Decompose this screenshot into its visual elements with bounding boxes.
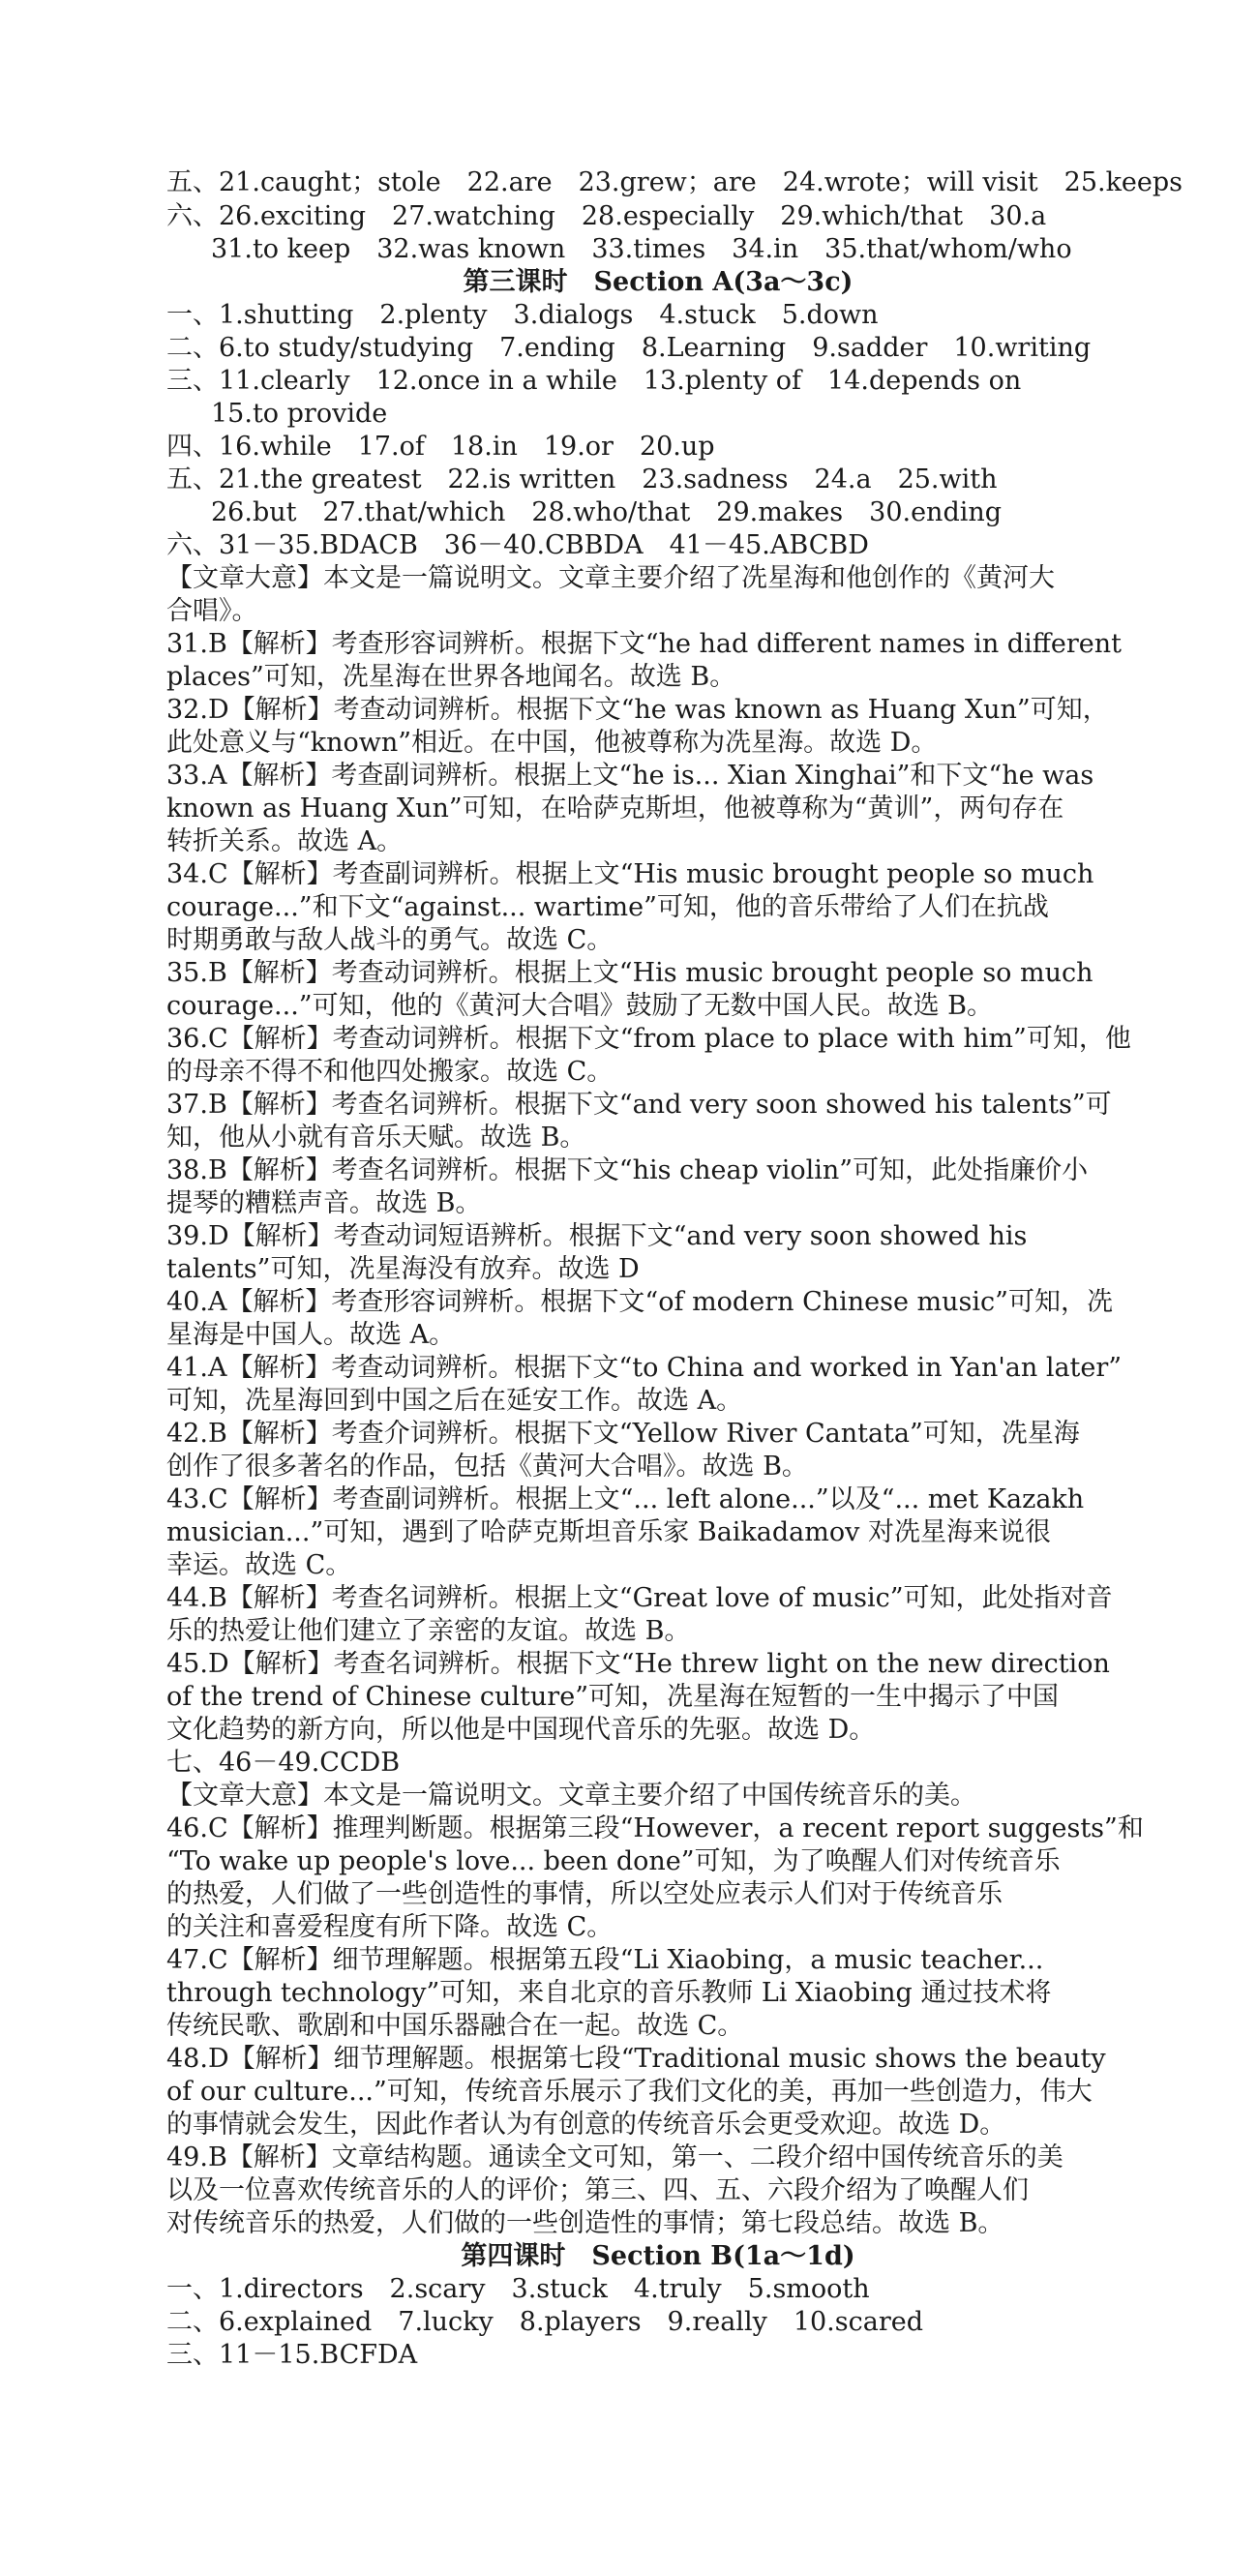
explanation-line: 的母亲不得不和他四处搬家。故选 C。 — [166, 1057, 614, 1087]
summary-line: 合唱》。 — [166, 596, 258, 626]
explanation-line: 47.C【解析】细节理解题。根据第五段“Li Xiaobing，a music teacher... — [166, 1945, 1044, 1975]
answer-line: 六、26.exciting 27.watching 28.especially 29.which/that 30.a — [166, 201, 1047, 231]
explanation-line: 48.D【解析】细节理解题。根据第七段“Traditional music shows the beauty — [166, 2044, 1106, 2074]
answer-line: 三、11.clearly 12.once in a while 13.plenty of 14.depends on — [166, 366, 1022, 396]
section-heading: 第四课时 Section B(1a～1d) — [461, 2241, 855, 2271]
explanation-line: 知，他从小就有音乐天赋。故选 B。 — [166, 1123, 586, 1153]
answer-line: 五、21.caught；stole 22.are 23.grew；are 24.wrote；will visit 25.keeps — [166, 167, 1183, 197]
explanation-line: 42.B【解析】考查介词辨析。根据下文“Yellow River Cantata”可知，冼星海 — [166, 1419, 1080, 1449]
explanation-line: 44.B【解析】考查名词辨析。根据上文“Great love of music”可知，此处指对音 — [166, 1583, 1113, 1613]
answer-line: 一、1.directors 2.scary 3.stuck 4.truly 5.smooth — [166, 2274, 870, 2304]
explanation-line: through technology”可知，来自北京的音乐教师 Li Xiaobing 通过技术将 — [166, 1978, 1052, 2008]
explanation-line: 34.C【解析】考查副词辨析。根据上文“His music brought people so much — [166, 859, 1094, 889]
answer-line: 七、46－49.CCDB — [166, 1748, 401, 1778]
answer-line: 一、1.shutting 2.plenty 3.dialogs 4.stuck 5.down — [166, 300, 879, 330]
explanation-line: 乐的热爱让他们建立了亲密的友谊。故选 B。 — [166, 1616, 691, 1646]
explanation-line: courage...”和下文“against... wartime”可知，他的音乐带给了人们在抗战 — [166, 892, 1049, 922]
explanation-line: talents”可知，冼星海没有放弃。故选 D — [166, 1254, 640, 1284]
explanation-line: 45.D【解析】考查名词辨析。根据下文“He threw light on the new direction — [166, 1649, 1110, 1679]
explanation-line: 时期勇敢与敌人战斗的勇气。故选 C。 — [166, 925, 614, 955]
explanation-line: 46.C【解析】推理判断题。根据第三段“However，a recent report suggests”和 — [166, 1813, 1144, 1843]
summary-line: 【文章大意】本文是一篇说明文。文章主要介绍了冼星海和他创作的《黄河大 — [166, 563, 1055, 593]
explanation-line: 37.B【解析】考查名词辨析。根据下文“and very soon showed his talents”可 — [166, 1090, 1112, 1120]
explanation-line: 32.D【解析】考查动词辨析。根据下文“he was known as Huang Xun”可知， — [166, 695, 1109, 725]
explanation-line: 38.B【解析】考查名词辨析。根据下文“his cheap violin”可知，此处指廉价小 — [166, 1155, 1089, 1185]
explanation-line: 提琴的糟糕声音。故选 B。 — [166, 1188, 482, 1218]
explanation-line: 的热爱，人们做了一些创造性的事情，所以空处应表示人们对于传统音乐 — [166, 1879, 1003, 1909]
answer-line: 五、21.the greatest 22.is written 23.sadness 24.a 25.with — [166, 464, 998, 494]
explanation-line: 41.A【解析】考查动词辨析。根据下文“to China and worked in Yan'an later” — [166, 1353, 1123, 1383]
explanation-line: 35.B【解析】考查动词辨析。根据上文“His music brought people so much — [166, 958, 1093, 988]
explanation-line: 文化趋势的新方向，所以他是中国现代音乐的先驱。故选 D。 — [166, 1715, 876, 1745]
answer-line: 二、6.to study/studying 7.ending 8.Learning 9.sadder 10.writing — [166, 333, 1092, 363]
answer-line: 31.to keep 32.was known 33.times 34.in 35.that/whom/who — [211, 234, 1072, 264]
explanation-line: of the trend of Chinese culture”可知，冼星海在短暂的一生中揭示了中国 — [166, 1682, 1059, 1712]
explanation-line: 创作了很多著名的作品，包括《黄河大合唱》。故选 B。 — [166, 1452, 808, 1482]
answer-line: 15.to provide — [211, 399, 388, 429]
explanation-line: 星海是中国人。故选 A。 — [166, 1320, 456, 1350]
explanation-line: 36.C【解析】考查动词辨析。根据下文“from place to place with him”可知，他 — [166, 1024, 1131, 1054]
answer-line: 四、16.while 17.of 18.in 19.or 20.up — [166, 432, 715, 462]
explanation-line: 转折关系。故选 A。 — [166, 826, 404, 856]
explanation-line: of our culture...”可知，传统音乐展示了我们文化的美，再加一些创造力，伟大 — [166, 2077, 1093, 2107]
summary-line: 【文章大意】本文是一篇说明文。文章主要介绍了中国传统音乐的美。 — [166, 1781, 976, 1811]
explanation-line: 43.C【解析】考查副词辨析。根据上文“... left alone...”以及“... met Kazakh — [166, 1484, 1085, 1514]
explanation-line: 40.A【解析】考查形容词辨析。根据下文“of modern Chinese music”可知，冼 — [166, 1287, 1113, 1317]
answer-line: 26.but 27.that/which 28.who/that 29.makes 30.ending — [211, 497, 1003, 527]
explanation-line: 对传统音乐的热爱，人们做的一些创造性的事情；第七段总结。故选 B。 — [166, 2208, 1004, 2238]
explanation-line: 33.A【解析】考查副词辨析。根据上文“he is... Xian Xinghai”和下文“he was — [166, 761, 1094, 791]
explanation-line: 此处意义与“known”相近。在中国，他被尊称为冼星海。故选 D。 — [166, 728, 938, 758]
explanation-line: 39.D【解析】考查动词短语辨析。根据下文“and very soon showed his — [166, 1221, 1028, 1251]
explanation-line: 可知，冼星海回到中国之后在延安工作。故选 A。 — [166, 1386, 743, 1416]
answer-line: 三、11－15.BCFDA — [166, 2340, 418, 2370]
explanation-line: 的关注和喜爱程度有所下降。故选 C。 — [166, 1912, 614, 1942]
explanation-line: 幸运。故选 C。 — [166, 1550, 352, 1580]
explanation-line: places”可知，冼星海在世界各地闻名。故选 B。 — [166, 662, 736, 692]
explanation-line: 的事情就会发生，因此作者认为有创意的传统音乐会更受欢迎。故选 D。 — [166, 2110, 1006, 2140]
explanation-line: 31.B【解析】考查形容词辨析。根据下文“he had different names in different — [166, 629, 1122, 659]
explanation-line: courage...”可知，他的《黄河大合唱》鼓励了无数中国人民。故选 B。 — [166, 991, 994, 1021]
explanation-line: 49.B【解析】文章结构题。通读全文可知，第一、二段介绍中国传统音乐的美 — [166, 2142, 1063, 2172]
explanation-line: “To wake up people's love... been done”可知，为了唤醒人们对传统音乐 — [166, 1846, 1061, 1876]
answer-line: 二、6.explained 7.lucky 8.players 9.really 10.scared — [166, 2307, 924, 2337]
explanation-line: 传统民歌、歌剧和中国乐器融合在一起。故选 C。 — [166, 2011, 744, 2041]
explanation-line: 以及一位喜欢传统音乐的人的评价；第三、四、五、六段介绍为了唤醒人们 — [166, 2175, 1029, 2205]
explanation-line: known as Huang Xun”可知，在哈萨克斯坦，他被尊称为“黄训”，两句存在 — [166, 794, 1064, 824]
explanation-line: musician...”可知，遇到了哈萨克斯坦音乐家 Baikadamov 对冼星海来说很 — [166, 1517, 1051, 1547]
section-heading: 第三课时 Section A(3a～3c) — [463, 267, 854, 297]
answer-line: 六、31－35.BDACB 36－40.CBBDA 41－45.ABCBD — [166, 530, 869, 560]
